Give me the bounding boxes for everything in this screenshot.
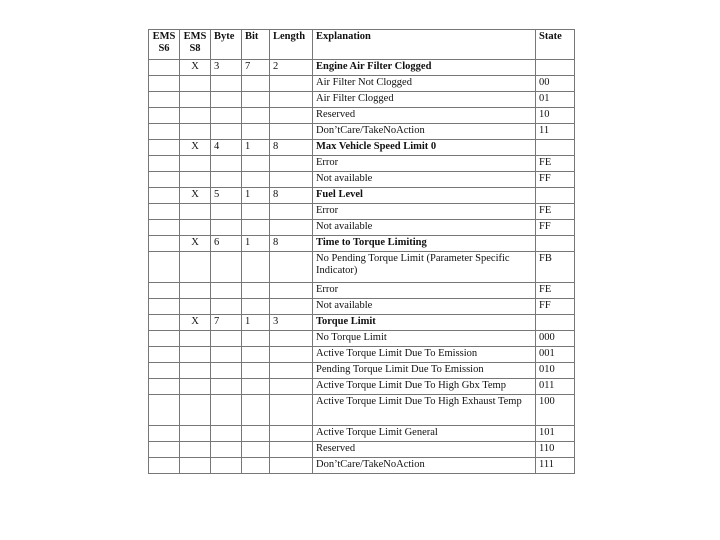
cell-ems-s6 (149, 76, 180, 92)
cell-explanation: Air Filter Not Clogged (313, 76, 536, 92)
cell-length: 3 (270, 315, 313, 331)
header-byte: Byte (211, 30, 242, 60)
cell-explanation: Active Torque Limit Due To High Gbx Temp (313, 379, 536, 395)
cell-byte (211, 331, 242, 347)
cell-state: 001 (536, 347, 575, 363)
cell-ems-s8 (180, 172, 211, 188)
cell-ems-s6 (149, 156, 180, 172)
cell-length (270, 108, 313, 124)
cell-explanation: Active Torque Limit Due To Emission (313, 347, 536, 363)
header-bit: Bit (242, 30, 270, 60)
cell-length (270, 283, 313, 299)
cell-state: 01 (536, 92, 575, 108)
table-row (149, 92, 575, 108)
table-row (149, 124, 575, 140)
cell-ems-s6 (149, 442, 180, 458)
table-row (149, 252, 575, 283)
cell-byte (211, 458, 242, 474)
cell-ems-s6 (149, 220, 180, 236)
cell-state: 011 (536, 379, 575, 395)
table-row (149, 379, 575, 395)
table-row (149, 204, 575, 220)
table-row (149, 315, 575, 331)
cell-ems-s8 (180, 442, 211, 458)
cell-state: 101 (536, 426, 575, 442)
cell-length (270, 204, 313, 220)
cell-bit: 7 (242, 60, 270, 76)
cell-ems-s8 (180, 204, 211, 220)
cell-length (270, 379, 313, 395)
cell-explanation: No Torque Limit (313, 331, 536, 347)
table-row (149, 426, 575, 442)
cell-bit (242, 108, 270, 124)
cell-ems-s8: X (180, 315, 211, 331)
cell-ems-s6 (149, 331, 180, 347)
cell-explanation: Reserved (313, 108, 536, 124)
header-explanation: Explanation (313, 30, 536, 60)
cell-explanation: Not available (313, 172, 536, 188)
table-header-row (149, 30, 575, 60)
table-body (149, 60, 575, 474)
cell-state: FE (536, 156, 575, 172)
cell-state (536, 140, 575, 156)
cell-byte (211, 395, 242, 426)
cell-bit (242, 395, 270, 426)
cell-explanation: Error (313, 156, 536, 172)
cell-bit (242, 252, 270, 283)
cell-explanation: Air Filter Clogged (313, 92, 536, 108)
cell-state: 010 (536, 363, 575, 379)
cell-ems-s8 (180, 379, 211, 395)
cell-bit (242, 458, 270, 474)
cell-bit (242, 92, 270, 108)
cell-ems-s6 (149, 204, 180, 220)
cell-ems-s6 (149, 426, 180, 442)
cell-explanation: Active Torque Limit General (313, 426, 536, 442)
table-row (149, 172, 575, 188)
cell-ems-s6 (149, 315, 180, 331)
cell-ems-s6 (149, 252, 180, 283)
cell-byte (211, 379, 242, 395)
cell-ems-s8: X (180, 236, 211, 252)
cell-length (270, 220, 313, 236)
cell-ems-s6 (149, 347, 180, 363)
cell-ems-s6 (149, 379, 180, 395)
cell-explanation: Reserved (313, 442, 536, 458)
table-row (149, 347, 575, 363)
cell-length (270, 363, 313, 379)
table-row (149, 236, 575, 252)
cell-byte: 3 (211, 60, 242, 76)
cell-byte (211, 220, 242, 236)
signal-spec-table (148, 29, 575, 474)
cell-ems-s6 (149, 283, 180, 299)
cell-state: 100 (536, 395, 575, 426)
cell-length (270, 124, 313, 140)
cell-ems-s6 (149, 395, 180, 426)
cell-length (270, 426, 313, 442)
cell-state (536, 60, 575, 76)
cell-state: 10 (536, 108, 575, 124)
cell-byte (211, 156, 242, 172)
header-state: State (536, 30, 575, 60)
cell-state: FE (536, 283, 575, 299)
cell-byte: 6 (211, 236, 242, 252)
cell-length: 8 (270, 236, 313, 252)
table-row (149, 331, 575, 347)
header-ems-s8: EMS S8 (180, 30, 211, 60)
cell-state (536, 188, 575, 204)
cell-ems-s8 (180, 156, 211, 172)
cell-length: 2 (270, 60, 313, 76)
cell-bit (242, 124, 270, 140)
cell-bit: 1 (242, 140, 270, 156)
cell-length (270, 395, 313, 426)
cell-bit (242, 204, 270, 220)
cell-state (536, 236, 575, 252)
cell-byte (211, 299, 242, 315)
cell-ems-s8 (180, 331, 211, 347)
table-row (149, 108, 575, 124)
cell-ems-s8 (180, 252, 211, 283)
table-row (149, 442, 575, 458)
cell-length (270, 172, 313, 188)
cell-ems-s6 (149, 236, 180, 252)
cell-explanation: Pending Torque Limit Due To Emission (313, 363, 536, 379)
cell-explanation: Don’tCare/TakeNoAction (313, 458, 536, 474)
cell-state: FE (536, 204, 575, 220)
cell-state: FF (536, 220, 575, 236)
table-row (149, 299, 575, 315)
cell-ems-s6 (149, 60, 180, 76)
cell-explanation: No Pending Torque Limit (Parameter Specific Indicator) (313, 252, 536, 283)
cell-ems-s8 (180, 283, 211, 299)
cell-bit: 1 (242, 315, 270, 331)
cell-length (270, 299, 313, 315)
cell-explanation: Time to Torque Limiting (313, 236, 536, 252)
cell-ems-s8 (180, 92, 211, 108)
cell-explanation: Active Torque Limit Due To High Exhaust Temp (313, 395, 536, 426)
cell-state: 00 (536, 76, 575, 92)
cell-bit (242, 283, 270, 299)
cell-byte (211, 283, 242, 299)
cell-ems-s8 (180, 347, 211, 363)
cell-bit: 1 (242, 236, 270, 252)
cell-ems-s6 (149, 299, 180, 315)
document-page (148, 29, 575, 474)
cell-byte (211, 363, 242, 379)
cell-state: 000 (536, 331, 575, 347)
cell-ems-s6 (149, 363, 180, 379)
cell-ems-s6 (149, 140, 180, 156)
cell-byte: 4 (211, 140, 242, 156)
cell-ems-s8 (180, 220, 211, 236)
cell-ems-s6 (149, 124, 180, 140)
cell-byte (211, 426, 242, 442)
table-row (149, 60, 575, 76)
cell-length: 8 (270, 140, 313, 156)
cell-length: 8 (270, 188, 313, 204)
cell-ems-s8 (180, 363, 211, 379)
cell-state: 110 (536, 442, 575, 458)
cell-state: 111 (536, 458, 575, 474)
cell-state: 11 (536, 124, 575, 140)
cell-explanation: Engine Air Filter Clogged (313, 60, 536, 76)
table-row (149, 140, 575, 156)
cell-bit (242, 156, 270, 172)
cell-length (270, 458, 313, 474)
cell-byte: 5 (211, 188, 242, 204)
cell-explanation: Not available (313, 299, 536, 315)
cell-ems-s6 (149, 172, 180, 188)
cell-explanation: Torque Limit (313, 315, 536, 331)
header-length: Length (270, 30, 313, 60)
cell-ems-s8 (180, 426, 211, 442)
cell-explanation: Fuel Level (313, 188, 536, 204)
cell-length (270, 252, 313, 283)
cell-length (270, 92, 313, 108)
cell-ems-s8 (180, 458, 211, 474)
cell-bit (242, 442, 270, 458)
cell-bit (242, 172, 270, 188)
cell-byte (211, 204, 242, 220)
cell-length (270, 156, 313, 172)
header-ems-s6: EMS S6 (149, 30, 180, 60)
table-row (149, 220, 575, 236)
table-row (149, 363, 575, 379)
cell-bit (242, 426, 270, 442)
cell-byte (211, 108, 242, 124)
table-row (149, 395, 575, 426)
cell-ems-s8 (180, 124, 211, 140)
cell-ems-s8 (180, 395, 211, 426)
cell-explanation: Error (313, 204, 536, 220)
cell-byte (211, 92, 242, 108)
cell-bit: 1 (242, 188, 270, 204)
cell-state (536, 315, 575, 331)
cell-ems-s8: X (180, 188, 211, 204)
cell-state: FF (536, 172, 575, 188)
cell-bit (242, 76, 270, 92)
table-row (149, 156, 575, 172)
cell-length (270, 347, 313, 363)
cell-explanation: Don’tCare/TakeNoAction (313, 124, 536, 140)
table-row (149, 76, 575, 92)
cell-length (270, 331, 313, 347)
cell-ems-s8 (180, 108, 211, 124)
cell-bit (242, 331, 270, 347)
cell-explanation: Max Vehicle Speed Limit 0 (313, 140, 536, 156)
table-row (149, 458, 575, 474)
cell-bit (242, 363, 270, 379)
cell-length (270, 442, 313, 458)
cell-bit (242, 347, 270, 363)
cell-length (270, 76, 313, 92)
cell-byte (211, 76, 242, 92)
cell-ems-s8: X (180, 60, 211, 76)
cell-bit (242, 220, 270, 236)
cell-state: FF (536, 299, 575, 315)
cell-explanation: Error (313, 283, 536, 299)
cell-ems-s6 (149, 188, 180, 204)
table-row (149, 283, 575, 299)
table-row (149, 188, 575, 204)
cell-ems-s8 (180, 76, 211, 92)
cell-byte (211, 442, 242, 458)
cell-ems-s6 (149, 458, 180, 474)
cell-byte (211, 124, 242, 140)
cell-state: FB (536, 252, 575, 283)
cell-byte (211, 252, 242, 283)
cell-bit (242, 379, 270, 395)
cell-explanation: Not available (313, 220, 536, 236)
cell-byte: 7 (211, 315, 242, 331)
cell-byte (211, 347, 242, 363)
cell-ems-s6 (149, 92, 180, 108)
cell-ems-s6 (149, 108, 180, 124)
cell-ems-s8 (180, 299, 211, 315)
cell-byte (211, 172, 242, 188)
cell-bit (242, 299, 270, 315)
cell-ems-s8: X (180, 140, 211, 156)
